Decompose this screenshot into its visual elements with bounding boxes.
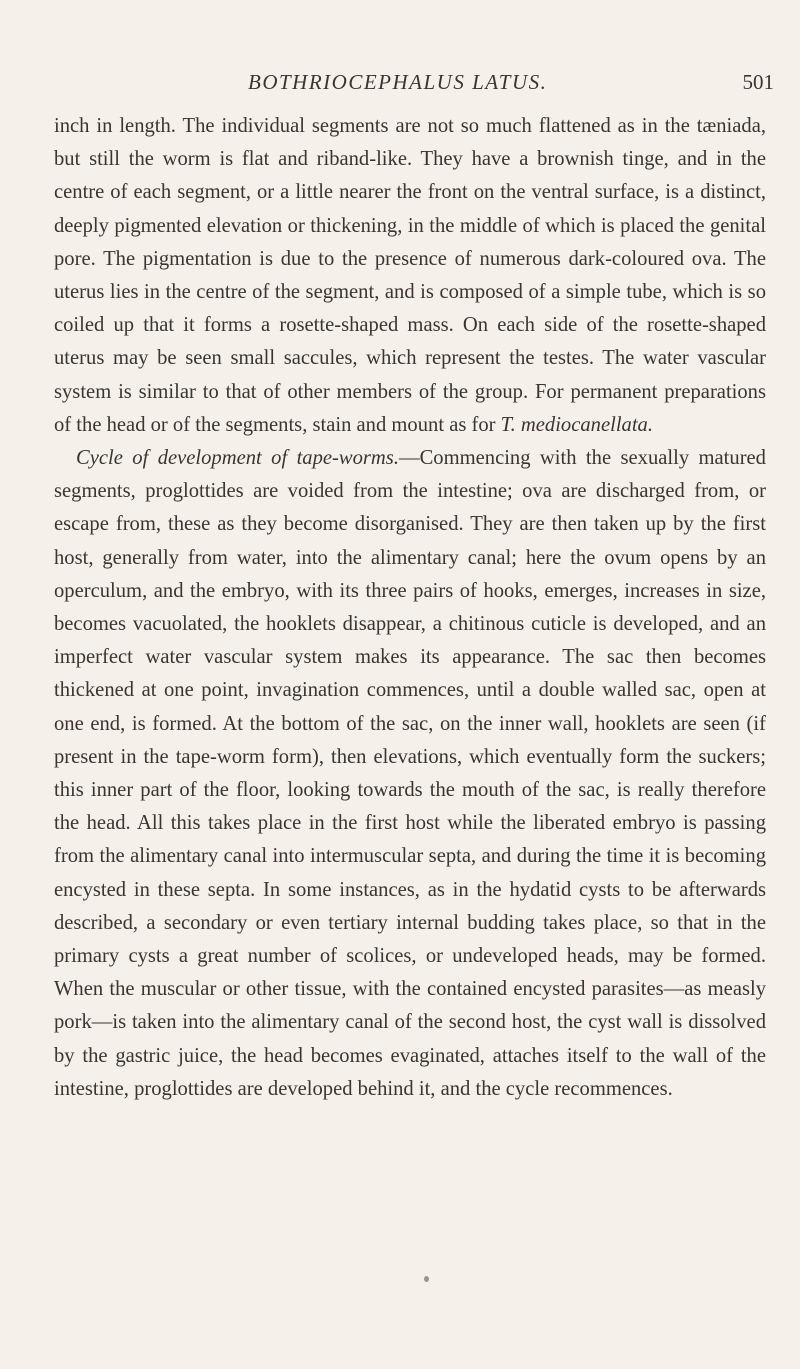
page-number: 501 (742, 70, 774, 94)
paragraph-text: inch in length. The individual segments are not so much flattened as in the tæniada, but still the worm is flat and riband-like. They have a brownish tinge, and in the centre of each segment, or a little nearer the front on the ventral surface, is a distinct, deeply pigmented elevation or thickening, in the middle of which is placed the genital pore. The pigmentation is due to the presence of numerous dark-coloured ova. The uterus lies in the centre of the segment, and is composed of a simple tube, which is so coiled up that it forms a rosette-shaped mass. On each side of the rosette-shaped uterus may be seen small saccules, which represent the testes. The water vascular system is similar to that of other members of the group. For permanent preparations of the head or of the segments, stain and mount as for (54, 115, 766, 436)
print-speck (424, 1276, 429, 1282)
species-name: T. mediocanellata. (500, 413, 654, 436)
section-heading: Cycle of development of tape-worms. (76, 447, 399, 470)
body-text (54, 110, 766, 1106)
paragraph-text: —Commencing with the sexually matured segments, proglottides are voided from the intestine; ova are discharged from, or escape from, these as they become disorganised. They are then taken up by the first host, generally from water, into the alimentary canal; here the ovum opens by an operculum, and the embryo, with its three pairs of hooks, emerges, increases in size, becomes vacuolated, the hooklets disappear, a chitinous cuticle is developed, and an imperfect water vascular system makes its appearance. The sac then becomes thickened at one point, invagination commences, until a double walled sac, open at one end, is formed. At the bottom of the sac, on the inner wall, hooklets are seen (if present in the tape-worm form), then elevations, which eventually form the suckers; this inner part of the floor, looking towards the mouth of the sac, is really therefore the head. All this takes place in the first host while the liberated embryo is passing from the alimentary canal into intermuscular septa, and during the time it is becoming encysted in these septa. In some instances, as in the hydatid cysts to be afterwards described, a secondary or even tertiary internal budding takes place, so that in the primary cysts a great number of scolices, or undeveloped heads, may be formed. When the muscular or other tissue, with the contained encysted parasites—as measly pork—is taken into the alimentary canal of the second host, the cyst wall is dissolved by the gastric juice, the head becomes evaginated, attaches itself to the wall of the intestine, proglottides are developed behind it, and the cycle recommences. (54, 447, 766, 1100)
paragraph-cycle-of-development (54, 442, 766, 1106)
paragraph-continued (54, 110, 766, 442)
running-head (0, 70, 800, 100)
running-title: BOTHRIOCEPHALUS LATUS. (248, 70, 548, 94)
